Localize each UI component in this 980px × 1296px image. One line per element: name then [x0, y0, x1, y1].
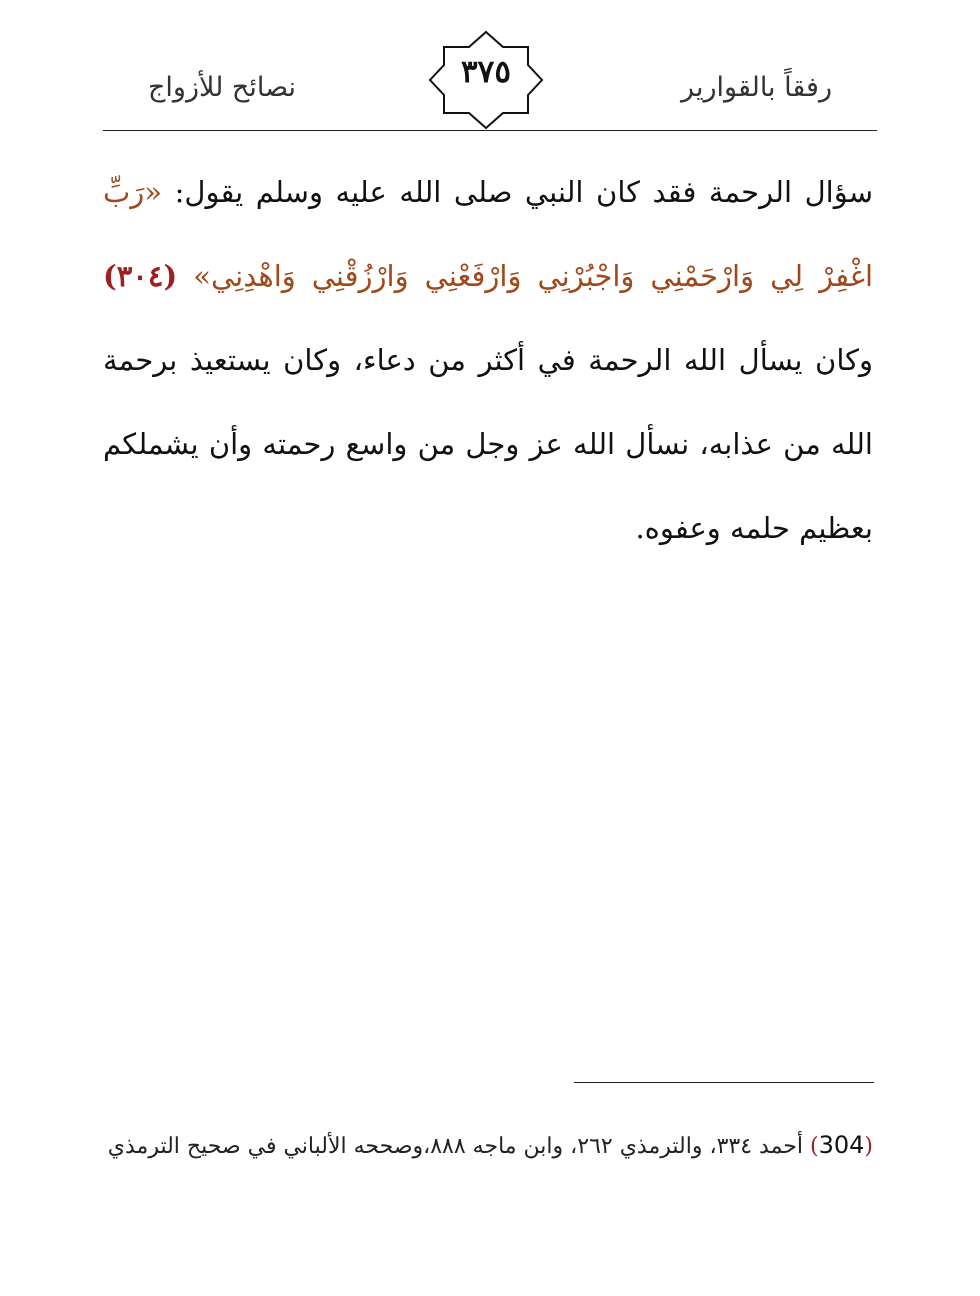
- page-number-badge: [428, 30, 544, 130]
- footnote-number: 304: [818, 1131, 865, 1159]
- dua-quote: «رَبِّ اغْفِرْ لِي وَارْحَمْنِي وَاجْبُرْنِي وَارْفَعْنِي وَارْزُقْنِي وَاهْدِنِي»: [103, 175, 873, 293]
- page-number: ٣٧٥: [461, 54, 511, 90]
- header-rule: [103, 130, 877, 131]
- chapter-title-header: نصائح للأزواج: [148, 72, 297, 103]
- footnote-text: أحمد ٣٣٤، والترمذي ٢٦٢، وابن ماجه ٨٨٨،وصححه الألباني في صحيح الترمذي: [107, 1134, 810, 1159]
- footnote: [103, 1122, 873, 1170]
- intro-text: سؤال الرحمة فقد كان النبي صلى الله عليه وسلم يقول:: [162, 175, 873, 209]
- footnote-close-paren: ): [810, 1134, 819, 1159]
- footnote-open-paren: (: [864, 1134, 873, 1159]
- footnote-rule: [574, 1082, 874, 1083]
- continuation-text: وكان يسأل الله الرحمة في أكثر من دعاء، وكان يستعيذ برحمة الله من عذابه، نسأل الله عز وجل من واسع رحمته وأن يشملكم بعظيم حلمه وعفوه.: [103, 343, 873, 545]
- book-title-header: رفقاً بالقوارير: [681, 72, 832, 103]
- footnote-reference: (٣٠٤): [103, 259, 178, 293]
- body-paragraph: [103, 150, 873, 570]
